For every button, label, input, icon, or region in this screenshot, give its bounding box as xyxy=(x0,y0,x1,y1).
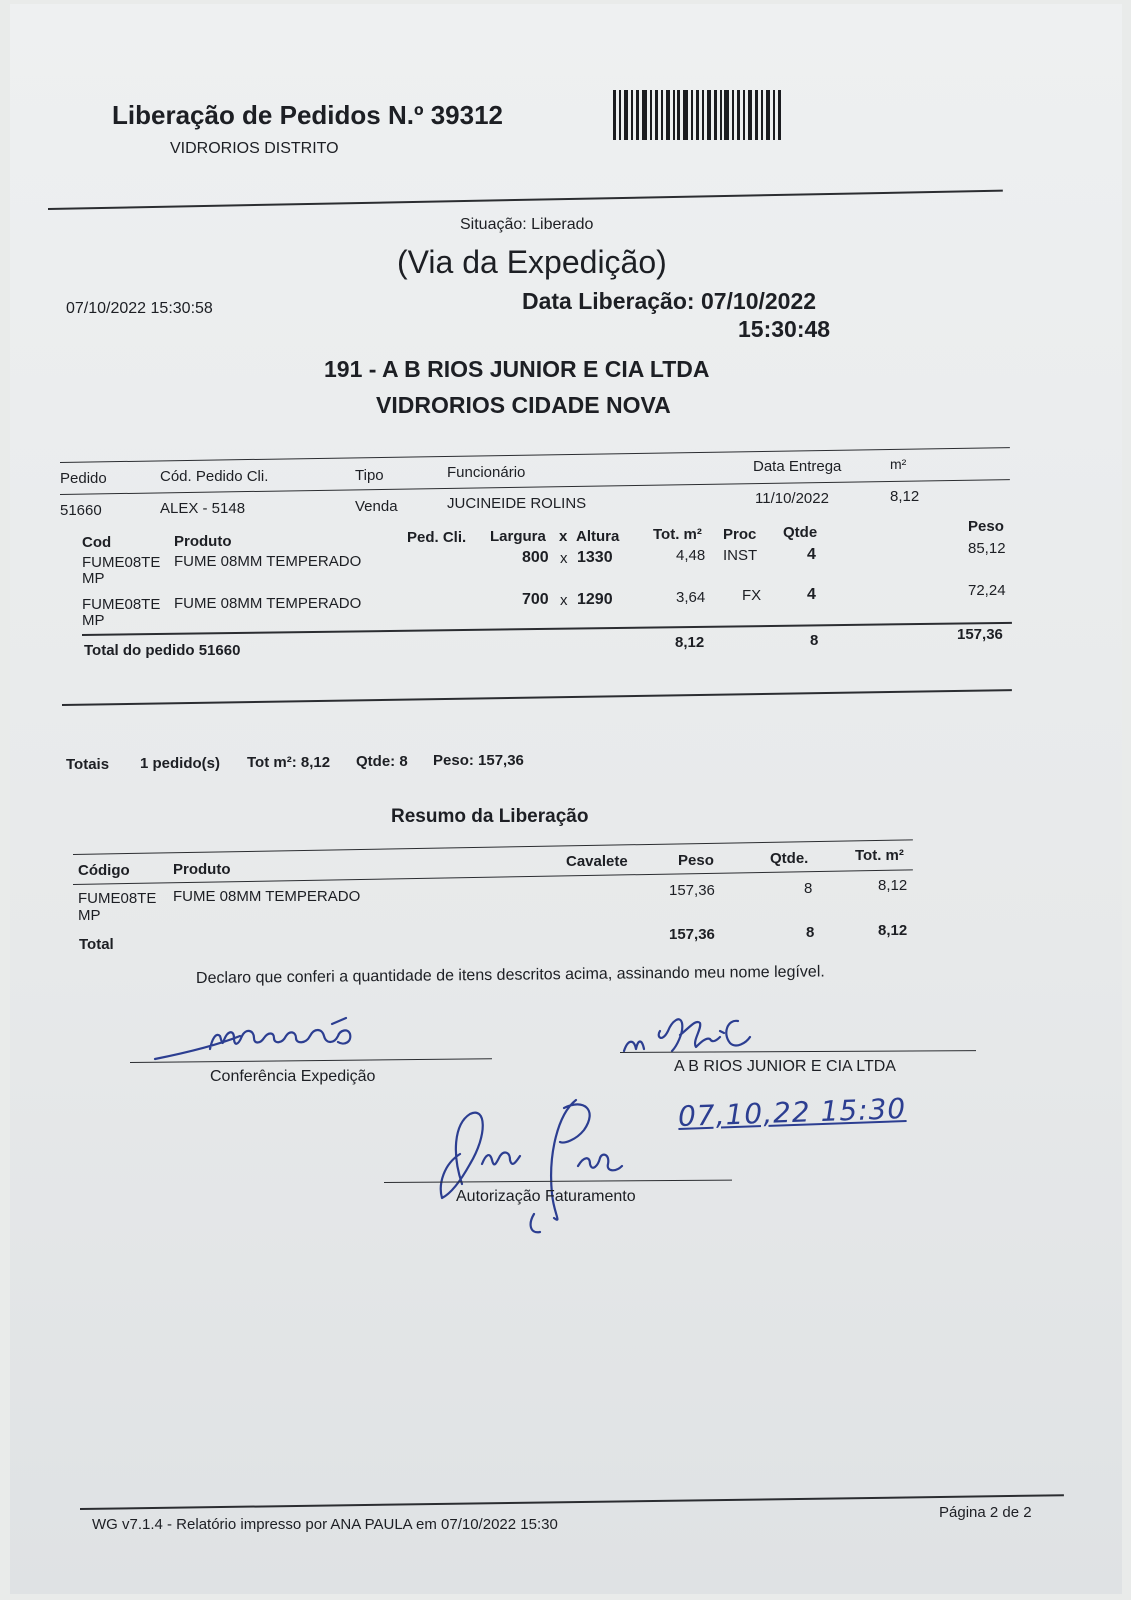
order-total-label: Total do pedido 51660 xyxy=(84,642,241,659)
barcode xyxy=(613,90,783,140)
release-time: 15:30:48 xyxy=(738,316,831,342)
order-tipo: Venda xyxy=(355,498,398,515)
order-total-peso: 157,36 xyxy=(957,626,1003,643)
item-header-altura: Altura xyxy=(576,528,620,545)
conferencia-label: Conferência Expedição xyxy=(210,1068,376,1085)
item-2-tot-m2: 3,64 xyxy=(676,589,706,606)
footer-rule xyxy=(80,1494,1064,1510)
client-label: A B RIOS JUNIOR E CIA LTDA xyxy=(674,1058,896,1075)
summary-row-tot-m2: 8,12 xyxy=(878,877,908,894)
company-name: VIDRORIOS DISTRITO xyxy=(170,140,339,157)
summary-header-codigo: Código xyxy=(78,862,130,879)
declaration-text: Declaro que conferi a quantidade de itens descritos acima, assinando meu nome legível. xyxy=(195,963,825,987)
order-table-bottom-rule xyxy=(62,689,1012,706)
order-total-m2: 8,12 xyxy=(675,634,705,651)
col-header-pedido: Pedido xyxy=(60,470,107,487)
item-1-largura: 800 xyxy=(522,549,549,566)
item-2-peso: 72,24 xyxy=(968,582,1006,599)
items-total-rule xyxy=(82,622,1012,636)
col-header-m2: m² xyxy=(890,456,907,472)
autorizacao-signature xyxy=(430,1094,650,1244)
item-1-altura: 1330 xyxy=(577,549,613,566)
document-title: Liberação de Pedidos N.º 39312 xyxy=(112,100,503,130)
handwritten-date: 07,10,22 15:30 xyxy=(677,1092,907,1133)
item-header-produto: Produto xyxy=(174,533,232,550)
item-2-qtde: 4 xyxy=(807,586,816,603)
totals-peso: Peso: 157,36 xyxy=(433,752,524,769)
item-header-qtde: Qtde xyxy=(783,524,818,541)
item-1-qtde: 4 xyxy=(807,546,816,563)
item-1-cod: FUME08TE xyxy=(82,554,161,571)
order-data-entrega: 11/10/2022 xyxy=(755,490,829,507)
item-2-produto: FUME 08MM TEMPERADO xyxy=(174,595,362,612)
summary-header-peso: Peso xyxy=(678,852,714,869)
item-1-produto: FUME 08MM TEMPERADO xyxy=(174,553,362,570)
release-date: Data Liberação: 07/10/2022 xyxy=(522,288,817,314)
item-header-cod: Cod xyxy=(82,534,112,551)
footer-printed-by: WG v7.1.4 - Relatório impresso por ANA PAULA em 07/10/2022 15:30 xyxy=(92,1516,558,1533)
summary-header-cavalete: Cavalete xyxy=(566,853,628,870)
order-pedido: 51660 xyxy=(60,502,102,519)
order-table-top-rule xyxy=(60,447,1010,463)
printed-timestamp: 07/10/2022 15:30:58 xyxy=(66,300,213,317)
summary-total-tot-m2: 8,12 xyxy=(878,922,908,939)
summary-row-produto: FUME 08MM TEMPERADO xyxy=(173,888,361,905)
client-name: 191 - A B RIOS JUNIOR E CIA LTDA xyxy=(324,356,710,382)
item-2-x: x xyxy=(560,592,568,609)
totals-pedidos: 1 pedido(s) xyxy=(140,755,221,772)
summary-row-peso: 157,36 xyxy=(669,882,715,899)
summary-total-qtde: 8 xyxy=(806,924,815,941)
item-2-cod: FUME08TE xyxy=(82,596,161,613)
autorizacao-label: Autorização Faturamento xyxy=(456,1188,636,1205)
header-divider xyxy=(48,190,1003,210)
footer-page-number: Página 2 de 2 xyxy=(939,1504,1032,1521)
summary-row-codigo-suffix: MP xyxy=(78,907,101,924)
totals-qtde: Qtde: 8 xyxy=(356,753,408,770)
col-header-tipo: Tipo xyxy=(355,467,384,484)
summary-header-qtde: Qtde. xyxy=(770,850,809,867)
item-2-largura: 700 xyxy=(522,591,549,608)
item-header-largura: Largura xyxy=(490,528,546,545)
summary-header-tot-m2: Tot. m² xyxy=(855,847,904,864)
order-funcionario: JUCINEIDE ROLINS xyxy=(447,495,587,512)
order-total-qtde: 8 xyxy=(810,632,819,649)
item-2-proc: FX xyxy=(742,587,762,604)
item-header-peso: Peso xyxy=(968,518,1004,535)
item-1-tot-m2: 4,48 xyxy=(676,547,706,564)
totals-label: Totais xyxy=(66,756,110,773)
item-2-altura: 1290 xyxy=(577,591,613,608)
order-cod-pedido-cli: ALEX - 5148 xyxy=(160,500,246,517)
summary-total-peso: 157,36 xyxy=(669,926,715,943)
item-header-ped-cli: Ped. Cli. xyxy=(407,529,467,546)
summary-row-qtde: 8 xyxy=(804,880,813,897)
document-page xyxy=(10,4,1122,1594)
col-header-funcionario: Funcionário xyxy=(447,464,526,481)
client-store: VIDRORIOS CIDADE NOVA xyxy=(376,392,671,418)
item-1-x: x xyxy=(560,550,568,567)
totals-tot-m2: Tot m²: 8,12 xyxy=(247,754,331,771)
col-header-data-entrega: Data Entrega xyxy=(753,458,842,475)
item-1-proc: INST xyxy=(723,547,758,564)
order-m2: 8,12 xyxy=(890,488,920,505)
item-header-x: x xyxy=(559,528,568,545)
conferencia-signature xyxy=(150,1014,390,1064)
summary-total-label: Total xyxy=(79,936,114,953)
item-1-cod-suffix: MP xyxy=(82,570,105,587)
item-header-proc: Proc xyxy=(723,526,757,543)
summary-title: Resumo da Liberação xyxy=(391,806,589,827)
summary-header-produto: Produto xyxy=(173,861,231,878)
situation-status: Situação: Liberado xyxy=(460,216,594,233)
summary-row-codigo: FUME08TE xyxy=(78,890,157,907)
via-label: (Via da Expedição) xyxy=(397,244,667,280)
item-header-tot-m2: Tot. m² xyxy=(653,526,702,543)
col-header-cod-pedido-cli: Cód. Pedido Cli. xyxy=(160,468,269,485)
item-1-peso: 85,12 xyxy=(968,540,1006,557)
item-2-cod-suffix: MP xyxy=(82,612,105,629)
